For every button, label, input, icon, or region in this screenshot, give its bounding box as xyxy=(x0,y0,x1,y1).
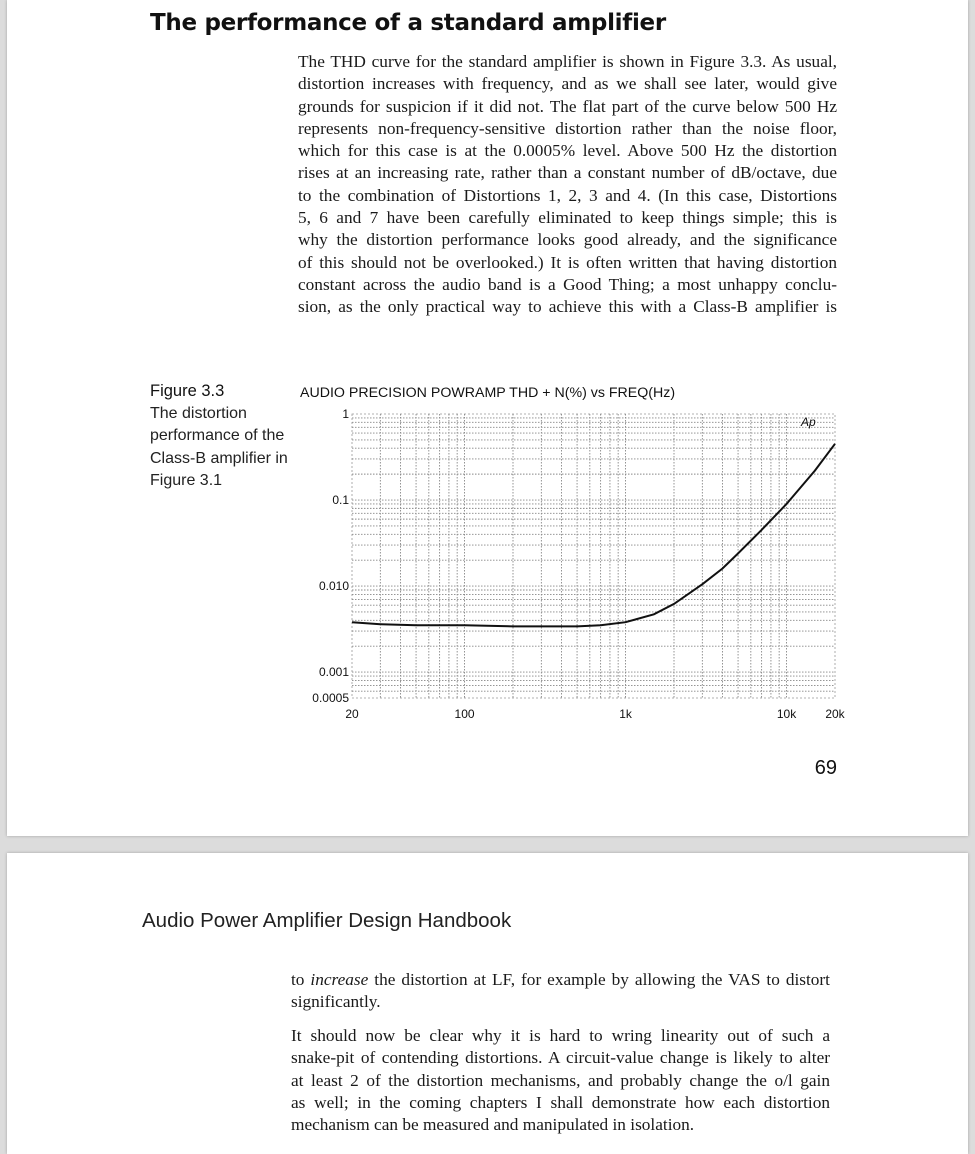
x-tick-label: 1k xyxy=(619,707,632,721)
text-run: to xyxy=(291,970,311,989)
text-line: as well; in the coming chapters I shall demonstrate how each distortion xyxy=(291,1092,830,1112)
figure-number: Figure 3.3 xyxy=(150,382,225,400)
text-line: of this should not be overlooked.) It is often written that having distortion xyxy=(298,252,837,272)
text-line: significantly. xyxy=(291,992,381,1012)
text-line: which for this case is at the 0.0005% level. Above 500 Hz the distortion xyxy=(298,141,837,161)
running-head: Audio Power Amplifier Design Handbook xyxy=(142,909,512,932)
plot-frame xyxy=(352,414,835,698)
text-line: grounds for suspicion if it did not. The flat part of the curve below 500 Hz xyxy=(298,96,837,116)
thd-chart xyxy=(292,400,852,730)
caption-line: Figure 3.1 xyxy=(150,472,223,489)
text-line: why the distortion performance looks good already, and the significance xyxy=(298,230,837,250)
section-heading: The performance of a standard amplifier xyxy=(150,10,666,36)
text-line: It should now be clear why it is hard to wring linearity out of such a xyxy=(291,1026,830,1045)
chart-title: AUDIO PRECISION POWRAMP THD + N(%) vs FREQ(Hz) xyxy=(300,385,676,401)
x-tick-label: 20k xyxy=(825,707,845,721)
y-tick-label: 0.001 xyxy=(318,665,349,680)
page-69 xyxy=(7,0,968,836)
y-tick-label: 1 xyxy=(342,407,349,421)
y-tick-label: 0.010 xyxy=(318,579,349,594)
caption-line: performance of the xyxy=(150,427,285,444)
text-line xyxy=(291,969,830,991)
caption-line: Class-B amplifier in xyxy=(150,449,288,467)
y-tick-label: 0.1 xyxy=(332,493,349,508)
text-line: to the combination of Distortions 1, 2, 3 and 4. (In this case, Distortions xyxy=(298,185,837,205)
page-70 xyxy=(7,853,968,1154)
x-tick-label: 100 xyxy=(454,707,475,721)
text-line: distortion increases with frequency, and as we shall see later, would give xyxy=(298,74,837,94)
x-tick-label: 20 xyxy=(345,707,359,721)
y-tick-label: 0.0005 xyxy=(312,691,349,705)
text-line: snake-pit of contending distortions. A circuit-value change is likely to alter xyxy=(291,1048,830,1068)
text-line: constant across the audio band is a Good Thing; a most unhappy conclu- xyxy=(298,274,837,294)
emphasis-text: increase xyxy=(310,970,369,989)
body-paragraph xyxy=(298,51,837,319)
chart-annotation: Ap xyxy=(801,415,816,429)
body-paragraph xyxy=(291,969,830,1014)
text-line: The THD curve for the standard amplifier is shown in Figure 3.3. As usual, xyxy=(298,52,837,71)
text-line: rises at an increasing rate, rather than a constant number of dB/octave, due xyxy=(298,163,837,183)
figure-caption xyxy=(150,380,300,493)
body-paragraph xyxy=(291,1025,830,1136)
text-line: sion, as the only practical way to achieve this with a Class-B amplifier is xyxy=(298,297,837,317)
caption-line: The distortion xyxy=(150,404,247,422)
text-line: at least 2 of the distortion mechanisms, and probably change the o/l gain xyxy=(291,1070,830,1090)
text-line: mechanism can be measured and manipulated in isolation. xyxy=(291,1115,695,1135)
text-line: 5, 6 and 7 have been carefully eliminated to keep things simple; this is xyxy=(298,208,837,228)
x-tick-label: 10k xyxy=(776,707,797,721)
text-line: represents non-frequency-sensitive distortion rather than the noise floor, xyxy=(298,118,837,138)
text-run: the distortion at LF, for example by allowing the VAS to distort xyxy=(368,970,830,989)
page-number: 69 xyxy=(814,757,837,779)
